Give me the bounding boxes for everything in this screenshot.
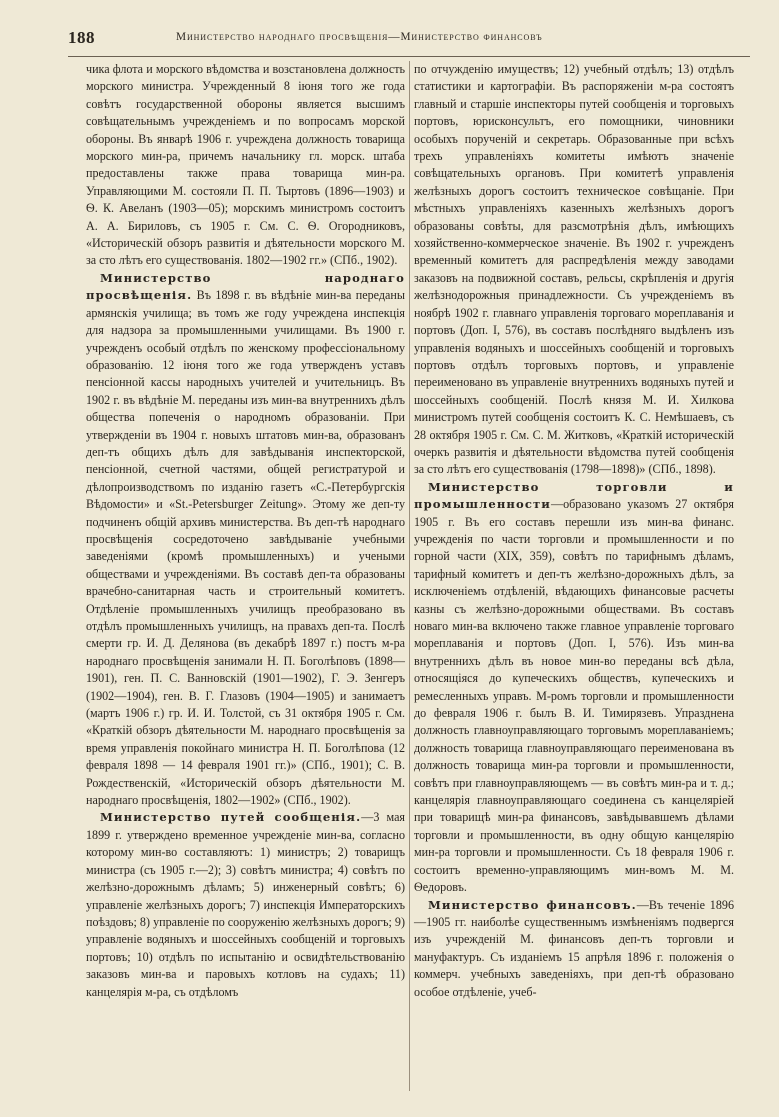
section-heading: Министерство путей сообщенія.: [100, 810, 362, 825]
left-column: [86, 61, 405, 1001]
page-header: [68, 28, 748, 54]
section-trade: [414, 479, 734, 897]
paragraph: чика флота и морского вѣдомства и возстановлена должность морского министра. Учрежденный 8 іюня того же года совѣтъ государственной обороны является высшимъ совѣщательнымъ учрежденіемъ и по вопросамъ морской обороны. Въ январѣ 1906 г. учреждена должность товарища морского мин-ра, причемъ начальнику гл. морск. штаба предоставлены также права товарища мин-ра. Управляющими М. состояли П. П. Тыртовъ (1896—1903) и Ѳ. К. Авеланъ (1903—05); морскимъ министромъ состоитъ А. А. Бириловъ, съ 1905 г. См. С. Ѳ. Огородниковъ, «Историческій обзоръ развитія и дѣятельности морского М. за сто лѣтъ его существованія. 1802—1902 гг.» (СПб., 1902).: [86, 62, 405, 268]
section-heading: Министерство торговли и промышленности: [414, 479, 734, 512]
right-column: [414, 61, 734, 1001]
column-divider: [409, 61, 410, 1091]
page-number: 188: [68, 28, 95, 47]
paragraph: по отчужденію имуществъ; 12) учебный отдѣлъ; 13) отдѣлъ статистики и картографіи. Въ распоряженіи м-ра состоятъ главный и старшіе инспекторы путей сообщенія и торговыхъ портовъ, юрисконсультъ, его помощники, чиновники особыхъ порученій и секретарь. Образованные при всѣхъ трехъ управленіяхъ комитеты имѣютъ значеніе совѣщательныхъ органовъ. При комитетѣ управленія желѣзныхъ дорогъ состоитъ техническое совѣщаніе. При мѣстныхъ управленіяхъ казенныхъ желѣзныхъ дорогъ образованы совѣты, для разсмотрѣнія дѣлъ, имѣющихъ хозяйственно-коммерческое значеніе. Въ 1902 г. учрежденъ временный комитетъ для распредѣленія между заводами заказовъ на подвижной составъ, рельсы, скрѣпленія и другія желѣзнодорожныя принадлежности. Съ учрежденіемъ въ ноябрѣ 1902 г. главнаго управленія торговаго мореплаванія и портовъ (Доп. I, 576), въ составъ послѣдняго выдѣленъ изъ управленія водяныхъ и шоссейныхъ сообщеній и торговыхъ портовъ отдѣлъ торговыхъ портовъ, и управленіе переименовано въ управленіе внутреннихъ водяныхъ путей и шоссейныхъ сообщеній. Послѣ князя М. И. Хилкова министромъ путей сообщенія состоитъ К. С. Немѣшаевъ, съ 28 октября 1905 г. См. С. М. Житковъ, «Краткій историческій очеркъ развитія и дѣятельности вѣдомства путей сообщенія за сто лѣтъ его существованія (1798—1898)» (СПб., 1898).: [414, 62, 734, 477]
section-text: Въ 1898 г. въ вѣдѣніе мин-ва переданы армянскія училища; въ томъ же году учреждена инспекція для надзора за промышленными училищами. Въ 1900 г. учрежденъ особый отдѣлъ по женскому профессіональному образованію. 12 іюня того же года утвержденъ уставъ пенсіонной кассы народныхъ учителей и учительницъ. Въ 1902 г. въ вѣдѣніе М. переданы изъ мин-ва внутреннихъ дѣлъ общества попеченія о народномъ образованіи. При утвержденіи въ 1904 г. новыхъ штатовъ мин-ва, образованъ деп-тъ общихъ дѣлъ для завѣдыванія инспекторской, пенсіонной, счетной частями, общей регистратурой и дѣлопроизводствомъ по изданію газетъ «С.-Петербургскія Вѣдомости» и «St.-Petersburger Zeitung». Этому же деп-ту подчиненъ общій архивъ министерства. Въ деп-тѣ народнаго просвѣщенія сосредоточено завѣдываніе учебными заведеніями (кромѣ промышленныхъ) и учеными обществами и учрежденіями. Въ составѣ деп-та образованы врачебно-санитарная часть и строительный комитетъ. Отдѣленіе промышленныхъ училищъ преобразовано въ отдѣлъ промышленныхъ училищъ, на правахъ деп-та. Послѣ смерти гр. И. Д. Делянова (въ декабрѣ 1897 г.) постъ м-ра народнаго просвѣщенія занимали Н. П. Боголѣповъ (1898—1901), ген. П. С. Ванновскій (1901—1902), Г. Э. Зенгеръ (1902—1904), ген. В. Г. Глазовъ (1904—1905) и занимаетъ (мартъ 1906 г.) гр. И. И. Толстой, съ 31 октября 1905 г. См. «Краткій обзоръ дѣятельности М. народнаго просвѣщенія за время управленія покойнаго министра Н. П. Боголѣпова (12 февраля 1898 — 14 февраля 1901 гг.)» (СПб., 1901); С. В. Рождественскій, «Историческій обзоръ дѣятельности М. народнаго просвѣщенія, 1802—1902» (СПб., 1902).: [86, 288, 405, 808]
section-navy-education: [86, 270, 405, 810]
section-finance: [414, 897, 734, 1001]
section-railways: [86, 809, 405, 1000]
running-head: Министерство народнаго просвѣщенія—Министерство финансовъ: [176, 31, 543, 43]
header-rule: [68, 56, 750, 57]
section-text: —3 мая 1899 г. утверждено временное учрежденіе мин-ва, согласно которому мин-во составляютъ: 1) министръ; 2) товарищъ министра (съ 1905 г.—2); 3) совѣтъ министра; 4) совѣтъ по желѣзно-дорожнымъ дѣламъ; 5) инженерный совѣтъ; 6) управленіе желѣзныхъ дорогъ; 7) инспекція Императорскихъ поѣздовъ; 8) управленіе по сооруженію желѣзныхъ дорогъ; 9) управленіе водяныхъ и шоссейныхъ сообщеній и торговыхъ портовъ; 10) отдѣлъ по испытанію и освидѣтельствованію заказовъ мин-ва и паровыхъ котловъ на судахъ; 11) канцелярія м-ра, съ отдѣломъ: [86, 810, 405, 999]
section-text: —Въ теченіе 1896—1905 гг. наиболѣе существеннымъ измѣненіямъ подвергся изъ учрежденій М. финансовъ деп-тъ торговли и мануфактуръ. Съ изданіемъ 15 апрѣля 1896 г. положенія о коммерч. учебныхъ заведеніяхъ, при деп-тѣ образовано особое отдѣленіе, учеб-: [414, 897, 734, 999]
section-heading: Министерство финансовъ.: [428, 897, 637, 912]
section-text: —образовано указомъ 27 октября 1905 г. Въ его составъ перешли изъ мин-ва финанс. учрежденія по части торговли и промышленности и по горной части (XIX, 359), совѣтъ по тарифнымъ дѣламъ, тарифный комитетъ и деп-тъ желѣзно-дорожныхъ дѣлъ, за исключеніемъ отдѣленій, вѣдающихъ финансовые расчеты казны съ желѣзно-дорожными обществами. Въ составъ новаго мин-ва включено также главное управленіе торговаго мореплаванія и портовъ (Доп. I, 576). Изъ мин-ва внутреннихъ дѣлъ въ новое мин-во переданы всѣ дѣла, относящіяся до купеческихъ обществъ, купеческихъ и ремесленныхъ управъ. М-ромъ торговли и промышленности до февраля 1906 г. былъ В. И. Тимирязевъ. Упразднена должность главноуправляющаго торговымъ мореплаваніемъ; должность товарища главноуправляющаго переименована въ должность товарища мин-ра торговли и промышленности, совѣтъ при главноуправляющемъ — въ совѣтъ мин-ра и т. д.; канцелярія главноуправляющаго соединена съ канцеляріей при товарищѣ мин-ра финансовъ, завѣдывавшемъ дѣлами торговли и промышленности, въ одну общую канцелярію мин-ра торговли и промышленности. Съ 18 февраля 1906 г. состоитъ временно-управляющимъ мин-вомъ М. М. Ѳедоровъ.: [414, 497, 734, 895]
section-heading: Министерство народнаго просвѣщенія.: [86, 270, 405, 303]
